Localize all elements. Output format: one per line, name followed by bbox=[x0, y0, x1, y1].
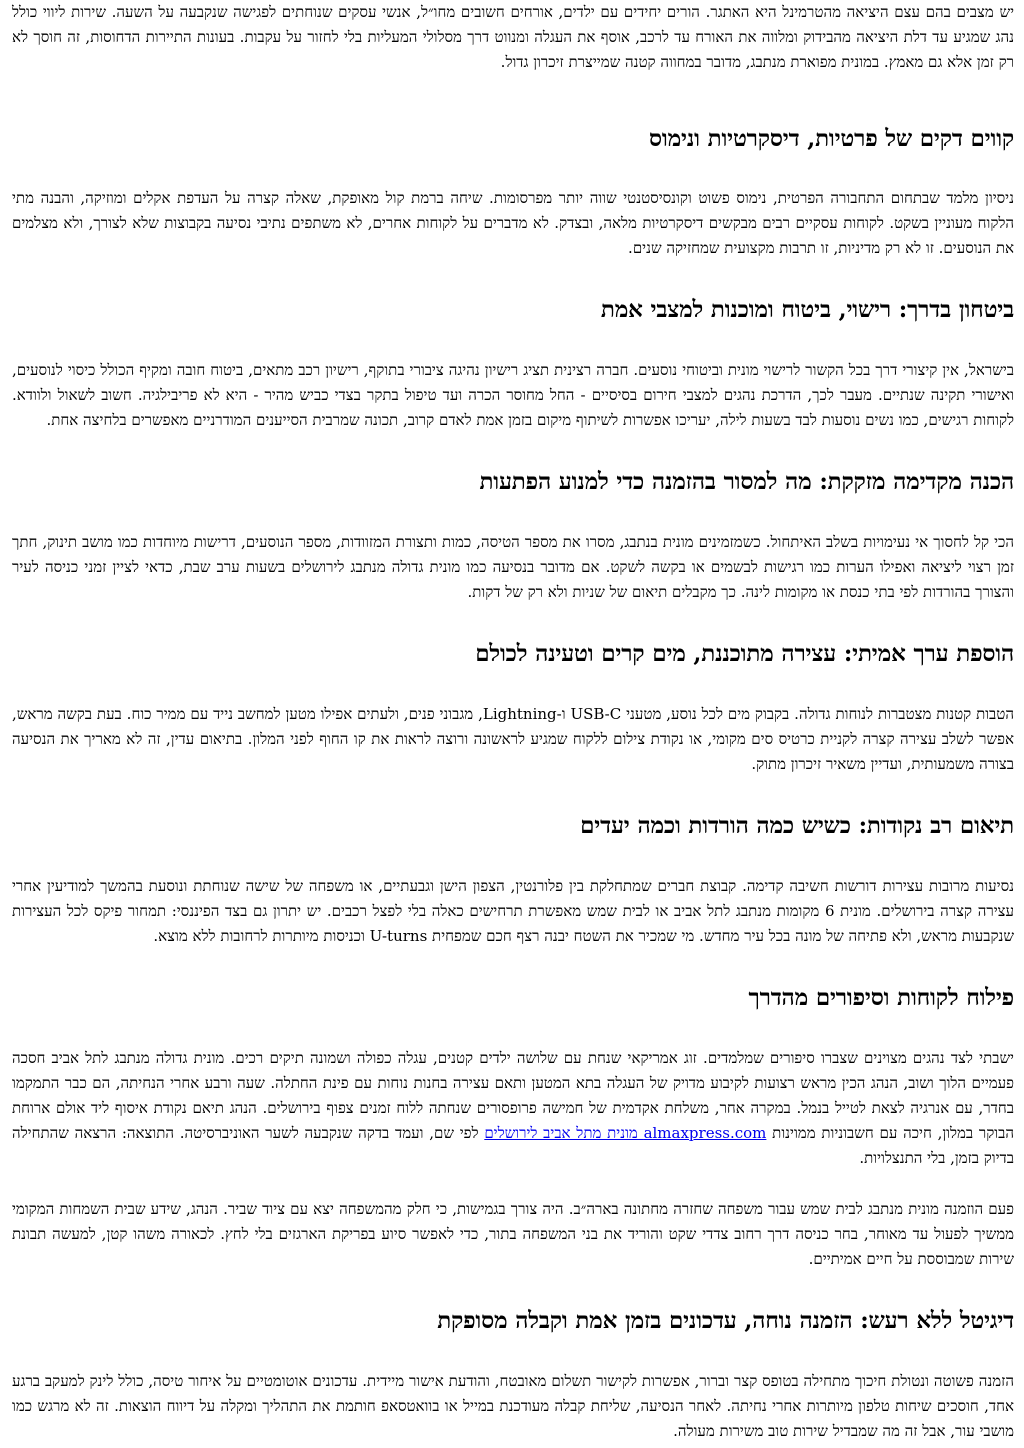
heading-preparation: הכנה מקדימה מזקקת: מה למסור בהזמנה כדי למנוע הפתעות bbox=[479, 468, 1014, 495]
heading-stories: פילוח לקוחות וסיפורים מהדרך bbox=[748, 984, 1014, 1011]
paragraph-stories-2: פעם הוזמנה מונית מנתבג לבית שמש עבור משפחה שחזרה מחתונה בארה״ב. היה צורך בגמישות, כי חלק מהמשפחה יצא עם ציוד שביר. הנהג, שידע שבית השמחות המקומי ממשיך לפעול עד מאוחר, בחר כניסה דרך רחוב צדדי שקט והוריד את בני המשפחה בתור, כדי לאפשר סיוע בפריקת הארגזים בלי לחץ. לכאורה משהו קטן, למעשה תבונת שירות שמבוססת על חיים אמיתיים. bbox=[12, 1200, 1014, 1268]
stories-text-after-link: לפי שם, ועמד בדקה שנקבעה לשער האוניברסיטה. התוצאה: הרצאה שהתחילה בדיוק בזמן, בלי התנצלויות. bbox=[12, 1124, 1014, 1167]
heading-added-value: הוספת ערך אמיתי: עצירה מתוכננת, מים קרים וטעינה לכולם bbox=[475, 640, 1014, 667]
stories-text-before-link: ישבתי לצד נהגים מצוינים שצברו סיפורים שמלמדים. זוג אמריקאי שנחת עם שלושה ילדים קטנים, עגלה כפולה ושמונה תיקים רכים. מונית גדולה מנתבג לתל אביב חסכה פעמיים הלוך ושוב, הנהג הכין מראש רצועות לקיבוע מדויק של העגלה בתא המטען ותאם עצירה בחנות נוחות עם פינת החתלה. שעה ורבע אחרי הנחיתה, הם כבר התמקמו בחדר, עם אנרגיה לצאת לטייל בנמל. במקרה אחר, משלחת אקדמית של חמישה פרופסורים שנחתה ללוח זמנים צפוף בירושלים. הנהג תיאם נקודת איסוף ליד אולם ארוחת הבוקר במלון, חיכה עם חשבוניות ממוינות bbox=[12, 1049, 1014, 1142]
paragraph-privacy: ניסיון מלמד שבתחום התחבורה הפרטית, נימוס פשוט וקונסיסטנטי שווה יותר מפרסומות. שיחה ברמת קול מאופקת, שאלה קצרה על העדפת אקלים ומוזיקה, והבנה מתי הלקוח מעוניין בשקט. לקוחות עסקיים רבים מבקשים דיסקרטיות מלאה, ובצדק. לא מדברים על לקוחות אחרים, לא משתפים נתיבי נסיעה בקבוצות שלא לצורך, ולא מצלמים את הנוסעים. זו לא רק מדיניות, זו תרבות מקצועית שמחזיקה שנים. bbox=[12, 189, 1014, 257]
heading-safety: ביטחון בדרך: רישוי, ביטוח ומוכנות למצבי אמת bbox=[600, 296, 1014, 323]
paragraph-digital: הזמנה פשוטה ונטולת חיכוך מתחילה בטופס קצר וברור, אפשרות לקישור תשלום מאובטח, והודעת אישור מיידית. עדכונים אוטומטיים על איחור טיסה, כולל לינק למעקב ברגע אחד, חוסכים שיחות טלפון מיותרות אחרי נחיתה. לאחר הנסיעה, שליחת קבלה מעודכנת במייל או בוואטסאפ חותמת את התהליך ומקלה על דיווח הוצאות. זה לא מרגש כמו מושבי עור, אבל זה מה שמבדיל שירות טוב משירות מעולה. bbox=[12, 1372, 1014, 1440]
paragraph-safety: בישראל, אין קיצורי דרך בכל הקשור לרישוי מונית וביטוחי נוסעים. חברה רצינית תציג רישיון נהיגה ציבורי בתוקף, רישיון רכב מתאים, ביטוח חובה ומקיף הכולל כיסוי לנוסעים, ואישורי תקינה שנתיים. מעבר לכך, הדרכת נהגים למצבי חירום בסיסיים - החל מחוסר הכרה ועד טיפול בתקר בצדי כביש מהיר - היא לא פריבילגיה. חשוב לשאול ולוודא. לקוחות רגישים, כמו נשים נוסעות לבד בשעות לילה, יעריכו אפשרות לשיתוף מיקום בזמן אמת לאדם קרוב, תכונה שמרבית הסייענים המודרניים מאפשרים בלחיצה אחת. bbox=[12, 361, 1014, 429]
paragraph-stories-1 bbox=[12, 1046, 1014, 1171]
intro-paragraph: יש מצבים בהם עצם היציאה מהטרמינל היא האתגר. הורים יחידים עם ילדים, אורחים חשובים מחו״ל, אנשי עסקים שנוחתים לפגישה שנקבעה על השעה. שירות ליווי כולל נהג שמגיע עד דלת היציאה מהבידוק ומלווה את האורח עד לרכב, אוסף את העגלה ומנווט דרך מסלולי המעליות בלי לחזור על עקבות. בעונות התיירות הדחוסות, זה חוסך לא רק זמן אלא גם מאמץ. במונית מפוארת מנתבג, מדובר במחווה קטנה שמייצרת זיכרון גדול. bbox=[12, 3, 1014, 71]
heading-privacy: קווים דקים של פרטיות, דיסקרטיות ונימוס bbox=[649, 125, 1014, 152]
paragraph-multi-stop: נסיעות מרובות עצירות דורשות חשיבה קדימה. קבוצת חברים שמתחלקת בין פלורנטין, הצפון הישן וגבעתיים, או משפחה של שישה שנוחתת ונוסעת בהמשך למודיעין אחרי עצירה קצרה בירושלים. מונית 6 מקומות מנתבג לתל אביב או לבית שמש מאפשרת תרחישים כאלה בלי לפצל רכבים. יש יתרון גם בצד הפיננסי: תמחור פיקס לכל העצירות שנקבעות מראש, ולא פתיחה של מונה בכל עיר מחדש. מי שמכיר את השטח יבנה רצף חכם שמפחית U-turns וכניסות מיותרות לרחובות ללא מוצא. bbox=[12, 877, 1014, 945]
paragraph-preparation: הכי קל לחסוך אי נעימויות בשלב האיתחול. כשמזמינים מונית בנתבג, מסרו את מספר הטיסה, כמות ותצורת המזוודות, מספר הנוסעים, דרישות מיוחדות כמו מושב תינוק, חתך זמן רצוי ליציאה ואפילו הערות כמו רגישות לבשמים או בקשה לשקט. אם מדובר בנסיעה כמו מונית גדולה מנתבג לירושלים בשעות ערב שבת, כדאי לציין זמני כניסה לעיר והצורך בהורדות לפי בתי כנסת או מקומות לינה. כך מקבלים תיאום של שניות ולא רק של דקות. bbox=[12, 533, 1014, 601]
paragraph-added-value: הטבות קטנות מצטברות לנוחות גדולה. בקבוק מים לכל נוסע, מטעני USB-C ו-Lightning, מגבוני פנים, ולעתים אפילו מטען למחשב נייד עם ממיר כוח. בעת בקשה מראש, אפשר לשלב עצירה קצרה לקניית כרטיס סים מקומי, או נקודת צילום ללקוח שמגיע לראשונה ורוצה לראות את קו החוף לפני המלון. בתיאום עדין, זה לא מאריך את הנסיעה בצורה משמעותית, ועדיין משאיר זיכרון מתוק. bbox=[12, 705, 1014, 773]
taxi-tel-aviv-jerusalem-link[interactable]: almaxpress.com מונית מתל אביב לירושלים bbox=[484, 1124, 767, 1142]
heading-digital: דיגיטל ללא רעש: הזמנה נוחה, עדכונים בזמן אמת וקבלה מסופקת bbox=[437, 1307, 1014, 1334]
heading-multi-stop: תיאום רב נקודות: כשיש כמה הורדות וכמה יעדים bbox=[580, 812, 1014, 839]
